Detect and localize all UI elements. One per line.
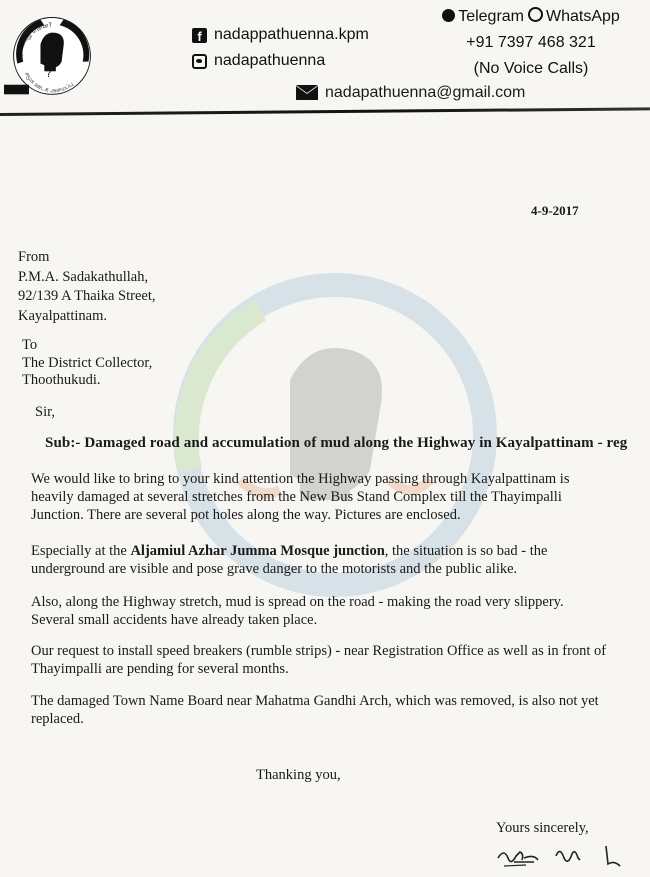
paragraph-5 (31, 692, 599, 728)
social-handles (192, 22, 369, 74)
paragraph-1 (31, 470, 569, 524)
to-line: Thoothukudi. (22, 372, 101, 388)
telegram-icon (442, 9, 455, 22)
twitter-handle: nadapathuenna (214, 52, 326, 69)
email-contact (296, 84, 525, 102)
to-line: The District Collector, (22, 354, 153, 371)
organization-logo (4, 6, 100, 102)
logo-text-bottom: சமூக ஊடக அமைப்பு (23, 71, 75, 95)
whatsapp-icon (528, 7, 543, 22)
paragraph-line: Thayimpalli are pending for several months. (31, 661, 289, 677)
subject-line: Sub:- Damaged road and accumulation of mud along the Highway in Kayalpattinam - reg (45, 435, 628, 451)
from-line: P.M.A. Sadakathullah, (18, 268, 149, 285)
logo-text-top: நடப்பது என்ன? (16, 21, 53, 57)
sign-off: Yours sincerely, (496, 820, 589, 836)
phone-contact (420, 4, 642, 82)
paragraph-text: Especially at the (31, 543, 131, 559)
paragraph-4 (31, 642, 606, 678)
from-heading: From (18, 249, 50, 265)
facebook-handle: nadappathuenna.kpm (214, 26, 369, 43)
facebook-icon: f (192, 28, 207, 43)
from-line: 92/139 A Thaika Street, (18, 288, 156, 304)
paragraph-line: The damaged Town Name Board near Mahatma Gandhi Arch, which was removed, is also not yet (31, 693, 599, 709)
paragraph-line: Our request to install speed breakers (rumble strips) - near Registration Office as well as in front of (31, 643, 607, 659)
paragraph-line: Junction. There are several pot holes along the way. Pictures are enclosed. (31, 507, 461, 523)
phone-note: (No Voice Calls) (473, 60, 589, 77)
telegram-label: Telegram (458, 8, 524, 25)
paragraph-text: , the situation is so bad - the (384, 543, 548, 559)
letterhead-divider (0, 107, 650, 116)
from-line: Kayalpattinam. (18, 307, 107, 324)
mail-icon (296, 85, 318, 101)
svg-text:?: ? (46, 69, 52, 81)
mosque-junction-bold: Aljamiul Azhar Jumma Mosque junction (130, 543, 385, 559)
email-address: nadapathuenna@gmail.com (325, 84, 526, 101)
salutation: Sir, (35, 404, 55, 420)
twitter-icon (192, 54, 207, 69)
paragraph-line: Also, along the Highway stretch, mud is spread on the road - making the road very slippery. (31, 594, 564, 610)
paragraph-line: heavily damaged at several stretches from the New Bus Stand Complex till the Thayimpalli (31, 489, 562, 505)
paragraph-line: replaced. (31, 711, 84, 727)
whatsapp-label: WhatsApp (546, 8, 620, 25)
from-block (18, 248, 155, 326)
to-block (22, 337, 152, 390)
messaging-apps (420, 4, 642, 30)
phone-number: +91 7397 468 321 (466, 34, 596, 51)
letter-date: 4-9-2017 (531, 203, 579, 218)
paragraph-2 (31, 542, 547, 578)
handwritten-signature (494, 836, 634, 872)
closing-line: Thanking you, (256, 767, 341, 783)
paragraph-line: underground are visible and pose grave danger to the motorists and the public alike. (31, 561, 518, 577)
to-heading: To (22, 337, 38, 353)
paragraph-line: We would like to bring to your kind attention the Highway passing through Kayalpattinam is (31, 471, 570, 487)
paragraph-3 (31, 593, 564, 629)
paragraph-line: Several small accidents have already taken place. (31, 612, 318, 628)
